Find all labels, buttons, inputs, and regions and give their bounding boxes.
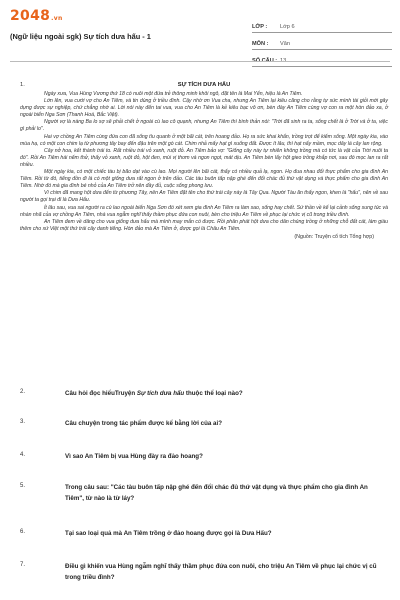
- site-logo[interactable]: [10, 8, 63, 24]
- question-2: [20, 389, 388, 400]
- question-text: Trong câu sau: "Các tàu buôn tấp nập ghé đến đổi chác đủ thứ vật dụng và thực phẩm cho gia đình An Tiêm", từ nào là từ láy?: [65, 484, 368, 502]
- question-text: Điều gì khiến vua Hùng ngẫm nghĩ thấy thầm phục đứa con nuôi, cho triệu An Tiêm về phục lại chức vị cũ trong triều đình?: [65, 563, 377, 581]
- passage-paragraph: Hai vợ chồng An Tiêm cùng đứa con đã sống tìu quanh ở một bãi cát, trên hoang đảo. Họ ra sức khai khẩn, trồng trọt để kiếm sống. Một ngày kia, vào mùa hạ, có một con chim lạ từ phương tây bay đến đậu trên một gò cát. Chim nhả mấy hạt gì xuống đất. Được ít lâu, thì hạt nẩy mầm, mọc dây lá cây lan rộng.: [20, 133, 388, 147]
- question-3: [20, 419, 388, 430]
- meta-label: LỚP :: [252, 24, 268, 30]
- question-text: [65, 389, 388, 400]
- document-title: (Ngữ liệu ngoài sgk) Sự tích dưa hấu - 1: [10, 32, 151, 41]
- passage-source: (Nguồn: Truyện cổ tích Tổng hợp): [294, 233, 374, 240]
- question-text: Câu chuyện trong tác phẩm được kể bằng lời của ai?: [65, 420, 222, 427]
- passage-number: 1.: [20, 82, 25, 88]
- meta-value: Lớp 6: [280, 24, 295, 30]
- story-title: SỰ TÍCH DƯA HẤU: [177, 82, 231, 88]
- passage-paragraph: Ngày xưa, Vua Hùng Vương thứ 18 có nuôi một đứa trẻ thông minh khôi ngô, đặt tên là Mai Yển, hiệu là An Tiêm.: [44, 91, 303, 97]
- meta-row-subject: [252, 33, 392, 50]
- reading-passage: [20, 82, 388, 240]
- question-5: [20, 483, 388, 504]
- meta-value: 13: [280, 58, 287, 64]
- question-number: 6.: [20, 529, 26, 535]
- question-number: 4.: [20, 452, 26, 458]
- logo-tld: .vn: [51, 15, 63, 22]
- logo-name: 2048: [10, 8, 51, 24]
- question-number: 5.: [20, 483, 26, 489]
- question-6: [20, 529, 388, 540]
- question-text-part: thuộc thể loại nào?: [184, 390, 243, 397]
- passage-paragraph: Lớn lên, vua cưới vợ cho An Tiêm, và tin dùng ở triều đình. Cậy nhờ ơn Vua cha, nhưng An Tiêm lại kiêu căng cho rằng tự sức mình tài giỏi mới gây dựng được sự nghiệp, chứ chẳng nhờ ai. Lời nói này đến tai vua, vua cho An Tiêm là kẻ kiêu bạc vô ơn, bèn đày An Tiêm cùng vợ con ra một hòn đảo xa, ở ngoài biển Nga Sơn (Thanh Hoá, Bắc Việt).: [20, 98, 388, 119]
- passage-paragraph: Ít lâu sau, vua sai người ra cù lao ngoài biển Nga Sơn đó xét xem gia đình An Tiêm ra làm sao, sống hay chết. Sứ thần về kể lại cảnh sống sung túc và nhàn nhã của vợ chồng An Tiêm, nhà vua ngẫm nghĩ thấy thầm phục đứa con nuôi, bèn cho triệu An Tiêm về phục lại chức vị cũ trong triều đình.: [20, 204, 388, 218]
- question-text: Vì sao An Tiêm bị vua Hùng đày ra đảo hoang?: [65, 453, 203, 460]
- question-text: Tại sao loại quả mà An Tiêm trồng ở đảo hoang được gọi là Dưa Hấu?: [65, 530, 272, 537]
- passage-paragraph: Vì chim đã mang hột dưa đến từ phương Tây, nên An Tiêm đặt tên cho thứ trái cây này là Tây Qua. Người Tàu ăn thấy ngon, khen là "hấu", nên về sau người ta gọi trại đi là Dưa Hấu.: [20, 190, 388, 204]
- header-divider: [10, 61, 390, 62]
- meta-label: SỐ CÂU :: [252, 58, 278, 64]
- document-meta: [252, 16, 392, 67]
- question-number: 7.: [20, 562, 26, 568]
- question-4: [20, 452, 388, 463]
- meta-value: Văn: [280, 41, 290, 47]
- meta-row-count: [252, 50, 392, 67]
- question-number: 3.: [20, 419, 26, 425]
- meta-label: MÔN :: [252, 41, 269, 47]
- question-7: [20, 562, 388, 583]
- passage-paragraph: Người vợ là nàng Ba lo sợ sẽ phải chết ở ngoài cù lao cô quạnh, nhưng An Tiêm thì bình thản nói: "Trời đã sinh ra ta, sống chết là ở Trời và ở ta, việc gì phải lo".: [20, 119, 388, 133]
- passage-paragraph: Cây nở hoa, kết thành trái to. Rất nhiều trái vỏ xanh, ruột đỏ. An Tiêm bảo vợ: "Giống cây này tự nhiên không trồng mà có tức là vật của Trời nuôi ta đó". Rồi An Tiêm hái nếm thử, thấy vỏ xanh, ruột đỏ, hột đen, mùi vị thơm và ngon ngọt, mát dịu. An Tiêm bèn lấy hột gieo trồng khắp nơi, sau đó mọc lan ra rất nhiều.: [20, 147, 388, 168]
- question-text-part: Câu hỏi đọc hiểuTruyện: [65, 390, 137, 397]
- meta-row-class: [252, 16, 392, 33]
- question-number: 2.: [20, 389, 26, 395]
- passage-paragraph: An Tiêm đem về dâng cho vua giống dưa hấu mà mình may mắn có được. Rồi phân phát hột dưa cho dân chúng trồng ở những chỗ đất cát, làm giàu thêm cho xứ Việt một thứ trái cây danh tiếng. Hòn đảo mà An Tiêm ở, được gọi là Châu An Tiêm.: [20, 218, 388, 232]
- passage-paragraph: Một ngày kia, có một chiếc tàu bị bão dạt vào cù lao. Mọi người lên bãi cát, thấy có nhiều quả lạ, ngon. Họ đua nhau đổi thực phẩm cho gia đình An Tiêm. Rồi từ đó, tiếng đồn đi là có một giống dưa rất ngon ở trên đảo. Các tàu buôn tấp nập ghé đến đổi chác đủ thứ vật dụng và thực phẩm cho gia đình An Tiêm. Nhờ đó mà gia đình bé nhỏ của An Tiêm trở nên đầy đủ, cuộc sống phong lưu.: [20, 169, 388, 190]
- question-text-italic: Sự tích dưa hấu: [136, 390, 185, 397]
